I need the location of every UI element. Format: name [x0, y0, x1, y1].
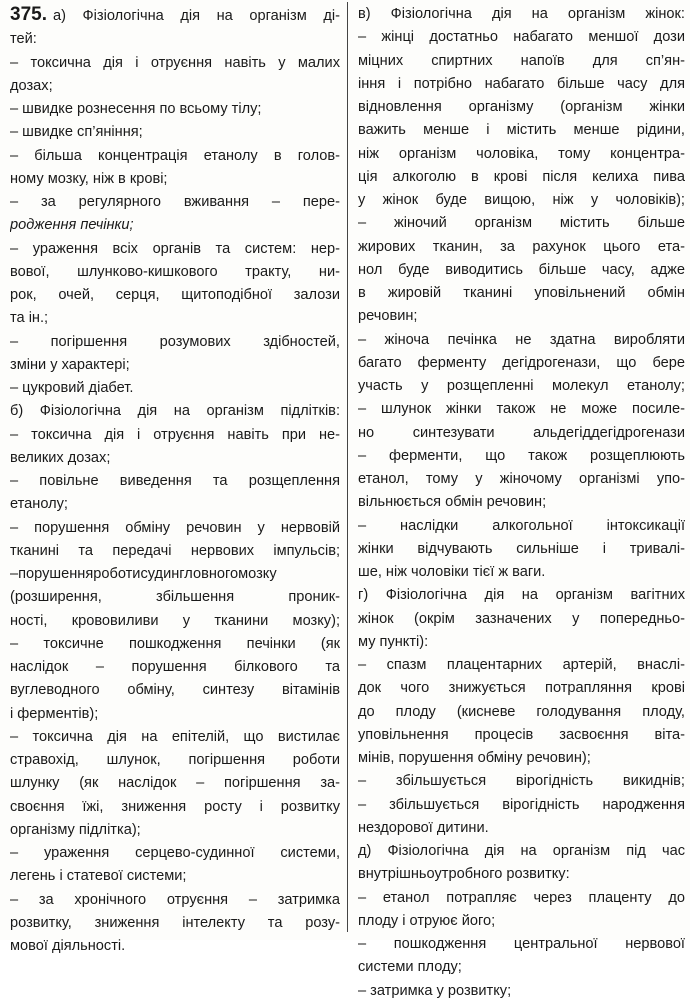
text-line-content: –порушенняроботисудингловногомозку — [10, 566, 277, 582]
text-line-content: – погіршення розумових здібностей, — [10, 333, 340, 350]
text-line-content: – ураження всіх органів та систем: нер- — [10, 240, 340, 257]
text-line — [358, 747, 685, 770]
text-line-content: в жировій тканині уповільнений обмін — [358, 285, 685, 301]
text-line-content: рок, очей, серця, щитоподібної залози — [10, 287, 340, 303]
text-line — [10, 214, 340, 237]
text-line-content: дозах; — [10, 77, 53, 94]
text-line-content: – за регулярного вживання – пере- — [10, 194, 340, 210]
text-line — [358, 980, 685, 1003]
text-line-content: – наслідки алкогольної інтоксикації — [358, 517, 685, 534]
text-line-content: жирових тканин, за рахунок цього ета- — [358, 238, 685, 255]
text-line-content: ція алкоголю в крові після келиха пива — [358, 168, 685, 185]
text-line — [10, 633, 340, 656]
text-line — [10, 749, 340, 772]
exercise-number: 375. — [10, 4, 47, 25]
text-line — [358, 491, 685, 514]
text-line — [358, 863, 685, 886]
text-line — [10, 28, 340, 51]
text-line-content: своєння їжі, зниження росту і розвитку — [10, 798, 340, 815]
text-line — [10, 912, 340, 935]
text-line-content: – швидке рознесення по всьому тілу; — [10, 101, 262, 117]
text-line-content: а) Фізіологічна дія на організм ді- — [52, 8, 340, 24]
text-line — [10, 3, 340, 28]
text-line-content: багато ферменту дегідрогенази, що бере — [358, 354, 685, 371]
text-line — [10, 98, 340, 121]
text-line — [10, 377, 340, 400]
text-line-content: уповільнення процесів засвоєння віта- — [358, 726, 685, 743]
text-line — [358, 468, 685, 491]
text-line — [10, 331, 340, 354]
text-line-content: но синтезувати альдегіддегідрогенази — [358, 424, 685, 441]
text-line-content: у жінок буде вищою, ніж у чоловіків); — [358, 192, 685, 208]
text-line — [358, 770, 685, 793]
text-line — [10, 75, 340, 98]
text-line — [358, 422, 685, 445]
text-line — [358, 840, 685, 863]
text-line — [10, 121, 340, 144]
text-line-content: – токсичне пошкодження печінки (як — [10, 635, 340, 652]
text-line-content: мової діяльності. — [10, 938, 126, 954]
text-line-content: – за хронічного отруєння – затримка — [10, 891, 340, 908]
text-line — [358, 26, 685, 49]
text-line-content: мінів, порушення обміну речовин); — [358, 750, 591, 766]
text-line-content: внутрішньоутробного розвитку: — [358, 866, 570, 883]
text-line — [358, 933, 685, 956]
text-line — [10, 819, 340, 842]
text-line — [10, 400, 340, 423]
text-line-content: організму підлітка); — [10, 821, 141, 838]
text-line — [358, 887, 685, 910]
text-line-content: – збільшується вірогідність народження — [358, 796, 685, 813]
text-line-content: наслідок – порушення білкового та — [10, 659, 340, 675]
text-line-content: нол буде виводитись більше часу, адже — [358, 261, 685, 278]
text-line-content: док чого знижується потрапляння крові — [358, 680, 685, 697]
text-line-content: етанолу; — [10, 496, 68, 513]
left-column — [10, 3, 340, 958]
text-line-content: (розширення, збільшення проник- — [10, 589, 340, 606]
text-line-content: жінки відчувають сильніше і тривалі- — [358, 540, 685, 557]
text-line — [10, 772, 340, 795]
text-line — [358, 96, 685, 119]
text-line — [358, 352, 685, 375]
text-line-content: до плоду (кисневе голодування плоду, — [358, 703, 685, 720]
text-line-content: б) Фізіологічна дія на організм підлітків: — [10, 403, 340, 420]
text-line-content: в) Фізіологічна дія на організм жінок: — [358, 6, 685, 22]
text-line-content: вільнюється обмін речовин; — [358, 494, 547, 511]
text-line — [10, 679, 340, 702]
text-line — [358, 701, 685, 724]
text-line-content: шлунку (як наслідок – погіршення за- — [10, 775, 340, 792]
text-line-content: – етанол потрапляє через плаценту до — [358, 889, 685, 906]
text-line — [10, 238, 340, 261]
text-line — [10, 52, 340, 75]
text-line-content: – ураження серцево-судинної системи, — [10, 845, 340, 861]
text-line-content: участь у розщепленні молекул етанолу; — [358, 378, 685, 394]
text-line — [10, 656, 340, 679]
text-line-content: – ферменти, що також розщеплюють — [358, 447, 685, 464]
text-line — [358, 305, 685, 328]
text-line-content: міцних спиртних напоїв для сп’ян- — [358, 52, 685, 69]
text-line — [10, 261, 340, 284]
text-line — [358, 50, 685, 73]
text-line-content: тей: — [10, 31, 37, 48]
text-line-content: етанол, тому у жіночому організмі упо- — [358, 471, 685, 487]
text-line-content: великих дозах; — [10, 449, 111, 466]
text-line-content: вової, шлунково-кишкового тракту, ни- — [10, 263, 340, 280]
text-line-content: жінок (окрім зазначених у попередньо- — [358, 610, 685, 627]
text-line — [10, 586, 340, 609]
right-column — [358, 3, 685, 1003]
text-line-content: ному мозку, ніж в крові; — [10, 170, 168, 187]
text-line-content: – збільшується вірогідність викиднів; — [358, 773, 685, 790]
text-line-content: речовин; — [358, 308, 418, 325]
text-line — [358, 282, 685, 305]
text-line — [10, 563, 340, 586]
text-line — [10, 935, 340, 958]
text-line — [358, 677, 685, 700]
text-line-content: – затримка у розвитку; — [358, 982, 512, 999]
text-line — [10, 447, 340, 470]
text-line — [10, 191, 340, 214]
text-line-content: легень і статевої системи; — [10, 868, 187, 885]
text-line — [10, 517, 340, 540]
text-line-content: г) Фізіологічна дія на організм вагітних — [358, 587, 685, 604]
text-line-content: іння і потрібно набагато більше часу для — [358, 75, 685, 92]
text-line — [358, 538, 685, 561]
text-line — [10, 796, 340, 819]
text-line — [10, 493, 340, 516]
text-line — [358, 3, 685, 26]
text-line-content: відновлення організму (організм жінки — [358, 99, 685, 115]
text-line — [10, 145, 340, 168]
text-line — [358, 259, 685, 282]
text-line-content: – токсична дія на епітелій, що вистилає — [10, 728, 340, 745]
text-line — [358, 236, 685, 259]
text-line-content: – токсична дія і отруєння навіть при не- — [10, 426, 340, 443]
text-line — [358, 515, 685, 538]
text-line — [10, 865, 340, 888]
text-line-content: д) Фізіологічна дія на організм під час — [358, 843, 685, 859]
text-line-content: системи плоду; — [358, 959, 462, 976]
text-line-content: ше, ніж чоловіки тієї ж ваги. — [358, 564, 546, 580]
text-line — [10, 307, 340, 330]
text-line-content: плоду і отруює його; — [358, 912, 496, 929]
text-line-content: – шлунок жінки також не може посиле- — [358, 401, 685, 418]
text-line-content: родження печінки; — [10, 217, 134, 234]
text-line — [358, 724, 685, 747]
text-line — [358, 73, 685, 96]
text-line — [358, 375, 685, 398]
text-line-content: му пункті): — [358, 633, 429, 650]
text-line-content: ності, крововиливи у тканини мозку); — [10, 612, 340, 629]
text-line-content: і ферментів); — [10, 705, 99, 722]
text-line-content: – токсична дія і отруєння навіть у малих — [10, 54, 340, 71]
text-line — [10, 424, 340, 447]
text-line-content: нездорової дитини. — [358, 819, 489, 836]
text-line — [10, 168, 340, 191]
text-line-content: ніж організм чоловіка, тому концентра- — [358, 145, 685, 162]
text-line — [358, 398, 685, 421]
text-line — [10, 703, 340, 726]
text-line — [358, 445, 685, 468]
text-line — [10, 726, 340, 749]
text-line — [358, 561, 685, 584]
text-line-content: – жінці достатньо набагато меншої дози — [358, 29, 685, 46]
text-line — [358, 166, 685, 189]
text-line — [10, 889, 340, 912]
text-line — [10, 284, 340, 307]
text-line-content: – жіночий організм містить більше — [358, 215, 685, 232]
text-line — [10, 470, 340, 493]
text-line-content: тканині та передачі нервових імпульсів; — [10, 542, 340, 559]
text-line — [358, 119, 685, 142]
text-line — [358, 654, 685, 677]
text-line — [358, 910, 685, 933]
text-line — [358, 143, 685, 166]
text-line — [358, 212, 685, 235]
text-line — [358, 608, 685, 631]
text-line — [10, 540, 340, 563]
text-line-content: – швидке сп’яніння; — [10, 124, 143, 141]
text-line-content: – порушення обміну речовин у нервовій — [10, 519, 340, 536]
text-line — [358, 329, 685, 352]
text-line-content: – пошкодження центральної нервової — [358, 936, 685, 952]
column-divider — [347, 2, 348, 932]
text-line — [358, 956, 685, 979]
text-line-content: – цукровий діабет. — [10, 380, 134, 396]
text-line — [10, 842, 340, 865]
text-line — [358, 189, 685, 212]
text-line-content: стравохід, шлунок, погіршення роботи — [10, 752, 340, 768]
text-line-content: – більша концентрація етанолу в голов- — [10, 147, 340, 164]
text-line — [358, 817, 685, 840]
text-line-content: – жіноча печінка не здатна виробляти — [358, 331, 685, 348]
text-line — [358, 631, 685, 654]
text-line-content: розвитку, зниження інтелекту та розу- — [10, 914, 340, 931]
text-line — [10, 354, 340, 377]
text-line — [358, 584, 685, 607]
text-line-content: – спазм плацентарних артерій, внаслі- — [358, 657, 685, 673]
text-line-content: та ін.; — [10, 310, 49, 327]
text-line-content: вуглеводного обміну, синтезу вітамінів — [10, 682, 340, 699]
text-line — [10, 610, 340, 633]
text-line-content: – повільне виведення та розщеплення — [10, 473, 340, 489]
text-line — [358, 794, 685, 817]
text-line-content: важить менше і містить менше рідини, — [358, 122, 685, 139]
text-line-content: зміни у характері; — [10, 356, 130, 373]
